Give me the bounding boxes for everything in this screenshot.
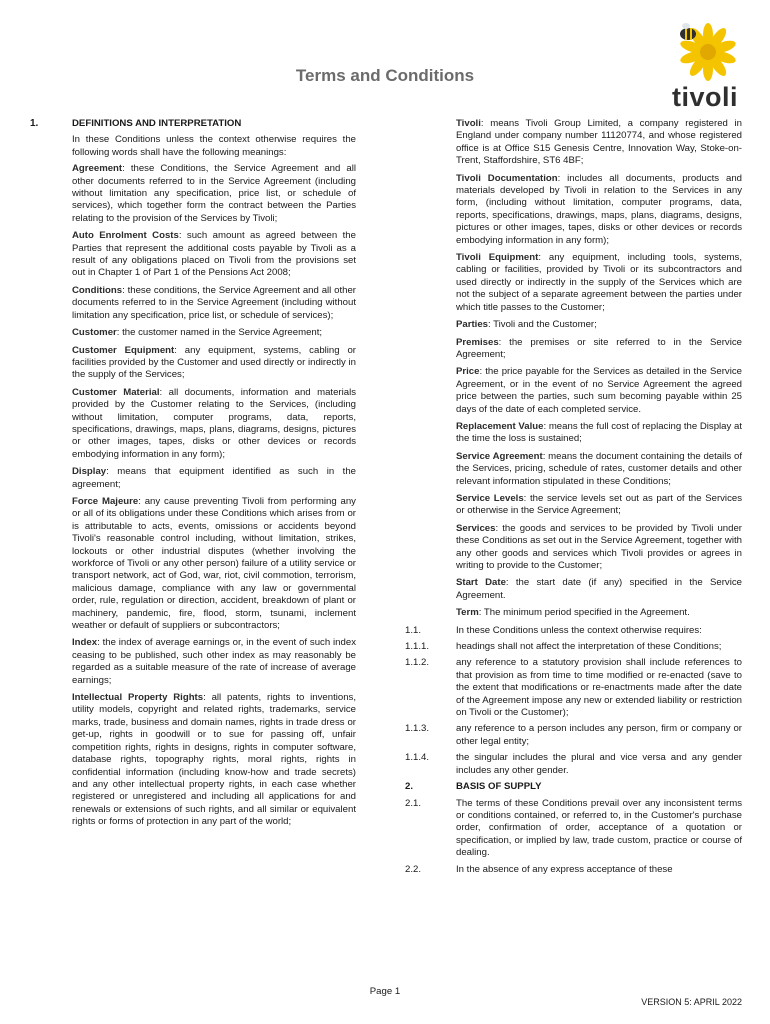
definition-term: Tivoli Documentation	[456, 172, 558, 184]
clause-text: any reference to a person includes any person, firm or company or other legal entity;	[456, 723, 742, 747]
definition-item	[456, 118, 742, 168]
definition-term: Agreement	[72, 163, 123, 175]
clause-number: 1.1.3.	[405, 723, 430, 735]
definition-text: : includes all documents, products and materials developed by Tivoli in relation to the Services in any form, (including without limitation, computer programs, data, reports, specifications, drawings, maps, plans, diagrams, designs, pictures or other images, tapes, disks or other devices or records embodying information in any form);	[456, 172, 742, 246]
left-column	[72, 118, 356, 834]
definition-item	[72, 230, 356, 280]
definitions-left-list	[72, 163, 356, 828]
definition-text: : any equipment, systems, cabling or facilities provided by the Customer and used directly or indirectly in the supply of the Services;	[72, 344, 356, 381]
definition-text: : any equipment, including tools, systems, cabling or facilities, provided by Tivoli or its subcontractors and used directly or indirectly in the supply of the Services which are not the subject of a separate agreement between the parties under which title passes to the Customer;	[456, 252, 742, 313]
definition-item	[72, 285, 356, 322]
definition-item	[456, 337, 742, 362]
clause-text: The terms of these Conditions prevail over any inconsistent terms or conditions contained, or referred to, in the Customer's purchase order, confirmation of order, acceptance of a quotation or specification, or implied by law, trade custom, practice or course of dealing.	[456, 797, 742, 859]
definition-text: : Tivoli and the Customer;	[488, 319, 597, 331]
clause-text: any reference to a statutory provision shall include references to that provision as from time to time modified or re-enacted (save to the extent that modifications or re-enactments made after the date of the Agreement impose any new or extended liability or restriction on Tivoli or the Customer);	[456, 657, 742, 719]
definition-term: Index	[72, 637, 98, 649]
definition-item	[72, 387, 356, 461]
definition-item	[72, 496, 356, 632]
clause-text: In these Conditions unless the context otherwise requires:	[456, 624, 702, 636]
definition-term: Services	[456, 522, 496, 534]
clause-row	[405, 625, 742, 637]
definition-term: Conditions	[72, 284, 123, 296]
definition-text: : the index of average earnings or, in the event of such index ceasing to be published, such other index as may reasonably be regarded as a suitable measure of the rate of increase of average earnings;	[72, 637, 356, 686]
definition-term: Tivoli	[456, 118, 481, 129]
definition-term: Force Majeure	[72, 495, 139, 507]
definition-item	[72, 466, 356, 491]
clause-row	[405, 657, 742, 719]
document-title: Terms and Conditions	[295, 66, 475, 85]
definition-text: : these Conditions, the Service Agreement and all other documents referred to in the Service Agreement (including without limitation any specification, price list, or schedule of services), which together form the contract between the Parties relating to the provision of the Services by Tivoli;	[72, 163, 356, 224]
clause-number: 1.1.2.	[405, 657, 430, 669]
definition-term: Parties	[456, 319, 488, 331]
definition-item	[72, 637, 356, 687]
definition-text: : means the full cost of replacing the Display at the time the loss is sustained;	[456, 420, 742, 445]
clause-number: 1.1.1.	[405, 641, 430, 653]
clause-row	[405, 641, 742, 653]
clause-text: the singular includes the plural and vice versa and any gender includes any other gender.	[456, 752, 742, 776]
definition-text: : the start date (if any) specified in the Service Agreement.	[456, 577, 742, 601]
definition-item	[456, 366, 742, 416]
clause-text: In the absence of any express acceptance of these	[456, 863, 673, 875]
definition-item	[72, 327, 356, 339]
definition-text: : all documents, information and materials provided by the Customer relating to the Services, (including without limitation, computer programs, data, reports, specifications, drawings, maps, plans, diagrams, designs, pictures or other images, tapes, disks or other devices or records embodying information in any form);	[72, 386, 357, 460]
definition-term: Tivoli Equipment	[456, 252, 539, 264]
definition-text: : all patents, rights to inventions, utility models, copyright and related rights, trademarks, service marks, trade, business and domain names, rights in trade dress or get-up, rights in goodwill or to sue for passing off, unfair competition rights, rights in designs, rights in computer software, database rights, topography rights, moral rights, rights in confidential information (including know-how and trade secrets) and any other intellectual property rights, in each case whether registered or unregistered and including all applications for and renewals or extensions of such rights, and all similar or equivalent rights or forms of protection in any part of the world;	[72, 692, 356, 828]
numbered-clauses	[405, 625, 742, 876]
definition-text: : the premises or site referred to in the Service Agreement;	[456, 336, 742, 360]
definition-item	[456, 421, 742, 446]
clause-text: headings shall not affect the interpretation of these Conditions;	[456, 641, 722, 653]
definition-text: : these conditions, the Service Agreement and all other documents referred to in the Service Agreement (including without limitation any specification, price list, or schedule of services);	[72, 284, 356, 321]
version-label: VERSION 5: APRIL 2022	[641, 997, 742, 1007]
definition-text: : means Tivoli Group Limited, a company registered in England under company number 11120774, and whose registered office is at Office S15 Genesis Centre, Innovation Way, Stoke-on-Trent, Staffordshire, ST6 4BF;	[456, 118, 742, 167]
definition-term: Premises	[456, 336, 499, 348]
definition-term: Customer	[72, 327, 117, 339]
definition-text: : the customer named in the Service Agreement;	[116, 327, 323, 339]
clause-row	[405, 798, 742, 860]
definition-text: : any cause preventing Tivoli from performing any or all of its obligations under these Conditions which arises from or is attributable to acts, events, omissions or accidents beyond Tivoli's reasonable control including, without limitation, strikes, lockouts or other industrial disputes (whether involving the workforce of Tivoli or any other person) failure of a utility service or transport network, act of God, war, riot, civil commotion, terrorism, malicious damage, compliance with any law or governmental order, rule, regulation or direction, accident, breakdown of plant or machinery, pandemic, fire, flood, storm, tsunami, inclement weather or default of suppliers or subcontractors;	[72, 495, 356, 632]
section-1-heading: DEFINITIONS AND INTERPRETATION	[72, 118, 242, 129]
definition-term: Display	[72, 466, 107, 478]
clause-number: 1.1.4.	[405, 752, 430, 764]
definition-item	[72, 692, 356, 828]
definition-term: Intellectual Property Rights	[72, 692, 204, 704]
definition-term: Service Agreement	[456, 450, 543, 462]
page-number: Page 1	[369, 986, 401, 997]
tivoli-logo-text: tivoli	[671, 82, 738, 112]
definition-item	[456, 173, 742, 247]
definition-term: Price	[456, 366, 480, 378]
definition-term: Replacement Value	[456, 420, 544, 432]
definition-item	[72, 345, 356, 382]
definition-term: Service Levels	[456, 492, 524, 504]
clause-row	[405, 723, 742, 748]
definition-text: : means that equipment identified as such in the agreement;	[72, 466, 356, 490]
definition-text: : means the document containing the details of the Services, pricing, schedule of rates, customer details and other relevant information stipulated in these Conditions;	[456, 450, 742, 487]
clause-number: 2.	[405, 781, 414, 793]
definition-term: Auto Enrolment Costs	[72, 230, 179, 242]
definition-item	[72, 163, 356, 225]
definition-term: Term	[456, 607, 479, 619]
definition-item	[456, 493, 742, 518]
clause-number: 1.1.	[405, 624, 422, 636]
clause-number: 2.1.	[405, 797, 422, 809]
definition-item	[456, 577, 742, 602]
clause-number: 2.2.	[405, 863, 422, 875]
definition-text: : the goods and services to be provided by Tivoli under these Conditions as set out in the Service Agreement, together with any other goods and services which Tivoli provides or agrees in writing to provide to the Customer;	[456, 522, 742, 571]
definition-term: Customer Equipment	[72, 344, 175, 356]
definition-item	[456, 451, 742, 488]
definition-item	[456, 523, 742, 573]
definition-text: : such amount as agreed between the Parties that represent the additional costs payable by Tivoli as a result of any obligations placed on Tivoli from the provisions set out in Chapter 1 of Part 1 of the Pensions Act 2008;	[72, 230, 356, 279]
clause-row	[405, 752, 742, 777]
section-2-heading: BASIS OF SUPPLY	[456, 781, 542, 793]
definition-text: : the price payable for the Services as detailed in the Service Agreement, or in the event of no Service Agreement the agreed price between the parties, such sum becoming payable within 25 days of the date of each completed service.	[456, 366, 742, 415]
section-1-intro: In these Conditions unless the context otherwise requires the following words shall have the following meanings:	[72, 134, 356, 158]
definition-text: : The minimum period specified in the Agreement.	[478, 607, 690, 619]
definition-item	[456, 252, 742, 314]
clause-row	[405, 864, 742, 876]
section-2-heading-row	[405, 781, 742, 793]
right-column	[405, 118, 742, 880]
definition-term: Start Date	[456, 577, 506, 589]
definition-item	[456, 319, 742, 331]
definition-term: Customer Material	[72, 386, 160, 398]
section-1-number: 1.	[30, 118, 39, 129]
definition-item	[456, 607, 742, 619]
definition-text: : the service levels set out as part of the Services or otherwise in the Service Agreement;	[456, 492, 742, 517]
